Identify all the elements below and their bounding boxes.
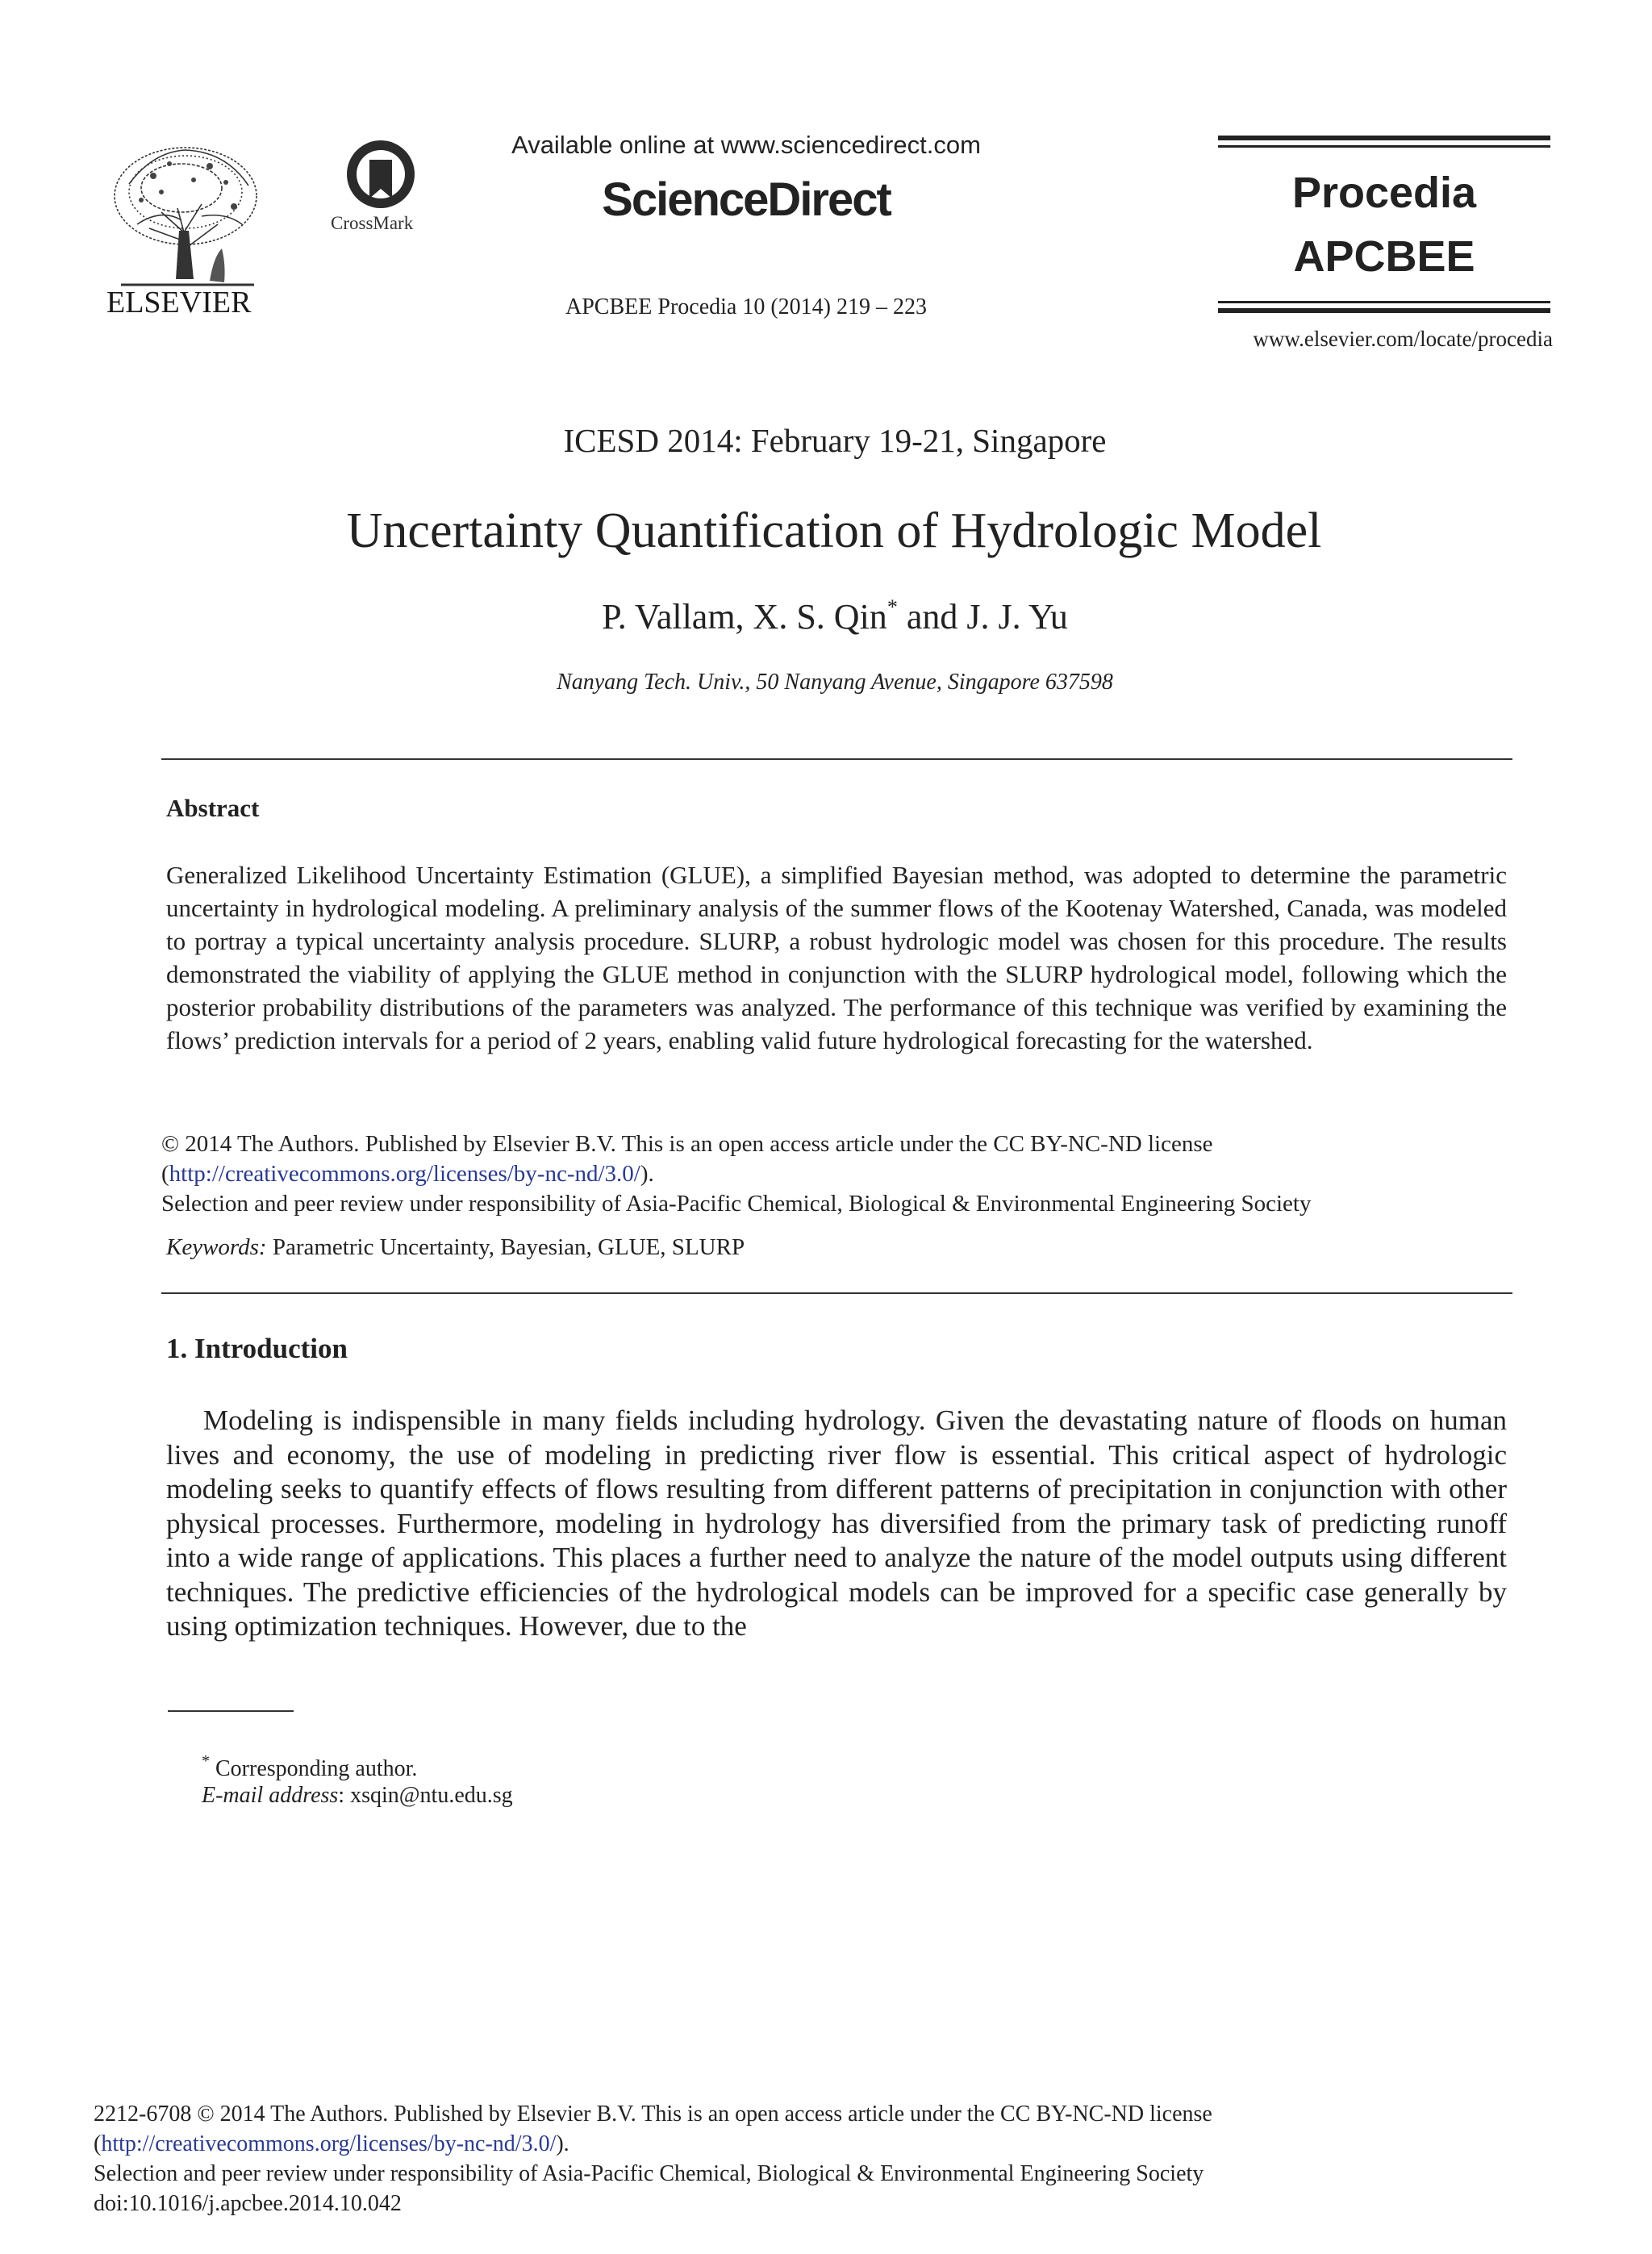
footnote-marker: * [202, 1752, 210, 1770]
footnote-author-text: Corresponding author. [210, 1756, 418, 1781]
page-footer [94, 2099, 1546, 2219]
abstract-top-divider [161, 758, 1512, 760]
footnote-corresponding-author [202, 1752, 417, 1782]
paper-title: Uncertainty Quantification of Hydrologic Model [346, 503, 1322, 558]
keywords-line [166, 1234, 1507, 1261]
abstract-bottom-divider [161, 1292, 1512, 1294]
footnote-divider [168, 1710, 294, 1712]
journal-box-bottom-rule [1218, 308, 1550, 313]
keywords-values: Parametric Uncertainty, Bayesian, GLUE, SLURP [266, 1234, 745, 1260]
elsevier-wordmark: ELSEVIER [106, 286, 252, 319]
journal-box-top-rule-thin [1218, 145, 1550, 148]
crossmark-label: CrossMark [331, 213, 414, 233]
footer-doi[interactable]: doi:10.1016/j.apcbee.2014.10.042 [94, 2191, 402, 2216]
abstract-text: Generalized Likelihood Uncertainty Estimation (GLUE), a simplified Bayesian method, was adopted to determine the parametric uncertainty in hydrological modeling. A preliminary analysis of the summer flows of the Kootenay Watershed, Canada, was modeled to portray a typical uncertainty analysis procedure. SLURP, a robust hydrologic model was chosen for this procedure. The results demonstrated the viability of applying the GLUE method in conjunction with the SLURP hydrological model, following which the posterior probability distributions of the parameters was analyzed. The performance of this technique was verified by examining the flows’ prediction intervals for a period of 2 years, enabling valid future hydrological forecasting for the watershed. [166, 861, 1507, 1054]
footer-peer-review: Selection and peer review under responsibility of Asia-Pacific Chemical, Biological & Environmental Engineering Society [94, 2161, 1204, 2186]
available-online-text: Available online at www.sciencedirect.com [511, 131, 981, 159]
conference-line: ICESD 2014: February 19-21, Singapore [563, 422, 1107, 459]
authors-before: P. Vallam, X. S. Qin [602, 597, 887, 637]
license-line: © 2014 The Authors. Published by Elsevier B.V. This is an open access article under the CC BY-NC-ND license [161, 1131, 1213, 1157]
authors-after: and J. J. Yu [897, 597, 1068, 637]
peer-review-statement: Selection and peer review under responsibility of Asia-Pacific Chemical, Biological & Environmental Engineering Society [161, 1191, 1312, 1217]
footer-close: ). [556, 2131, 569, 2156]
email-label: E-mail address [202, 1783, 339, 1808]
license-open-paren: ( [161, 1161, 169, 1187]
keywords-label: Keywords: [166, 1234, 267, 1260]
footer-license-link[interactable]: http://creativecommons.org/licenses/by-nc-nd/3.0/ [101, 2131, 557, 2156]
license-statement [161, 1129, 1516, 1219]
footer-issn-line: 2212-6708 © 2014 The Authors. Published by Elsevier B.V. This is an open access article under the CC BY-NC-ND license [94, 2102, 1212, 2127]
introduction-text: Modeling is indispensible in many fields including hydrology. Given the devastating nature of floods on human lives and economy, the use of modeling in predicting river flow is essential. This critical aspect of hydrologic modeling seeks to quantify effects of flows resulting from different patterns of precipitation in conjunction with other physical processes. Furthermore, modeling in hydrology has diversified from the primary task of predicting runoff into a wide range of applications. This places a further need to analyze the nature of the model outputs using different techniques. The predictive efficiencies of the hydrological models can be improved for a specific case generally by using optimization techniques. However, due to the [166, 1405, 1507, 1642]
paper-authors [0, 595, 1652, 637]
corresponding-author-marker[interactable]: * [886, 595, 898, 619]
journal-url-link[interactable]: www.elsevier.com/locate/procedia [1253, 327, 1553, 351]
license-link[interactable]: http://creativecommons.org/licenses/by-nc-nd/3.0/ [169, 1161, 640, 1187]
license-link-line [161, 1159, 1516, 1189]
journal-reference: APCBEE Procedia 10 (2014) 219 – 223 [565, 294, 927, 319]
introduction-heading: 1. Introduction [166, 1333, 348, 1364]
footer-link-line [94, 2129, 1546, 2159]
journal-box-bottom-rule-thin [1218, 301, 1550, 303]
abstract-heading: Abstract [166, 794, 260, 822]
journal-name-apcbee: APCBEE [1293, 232, 1475, 281]
license-close: ). [640, 1161, 654, 1187]
footnote-email [202, 1783, 513, 1809]
email-address[interactable]: : xsqin@ntu.edu.sg [338, 1783, 513, 1808]
author-affiliation: Nanyang Tech. Univ., 50 Nanyang Avenue, Singapore 637598 [557, 670, 1113, 695]
journal-box-top-rule [1218, 136, 1550, 140]
footer-open-paren: ( [94, 2131, 102, 2156]
journal-name-procedia: Procedia [1291, 169, 1477, 217]
sciencedirect-logo: ScienceDirect [602, 173, 891, 226]
